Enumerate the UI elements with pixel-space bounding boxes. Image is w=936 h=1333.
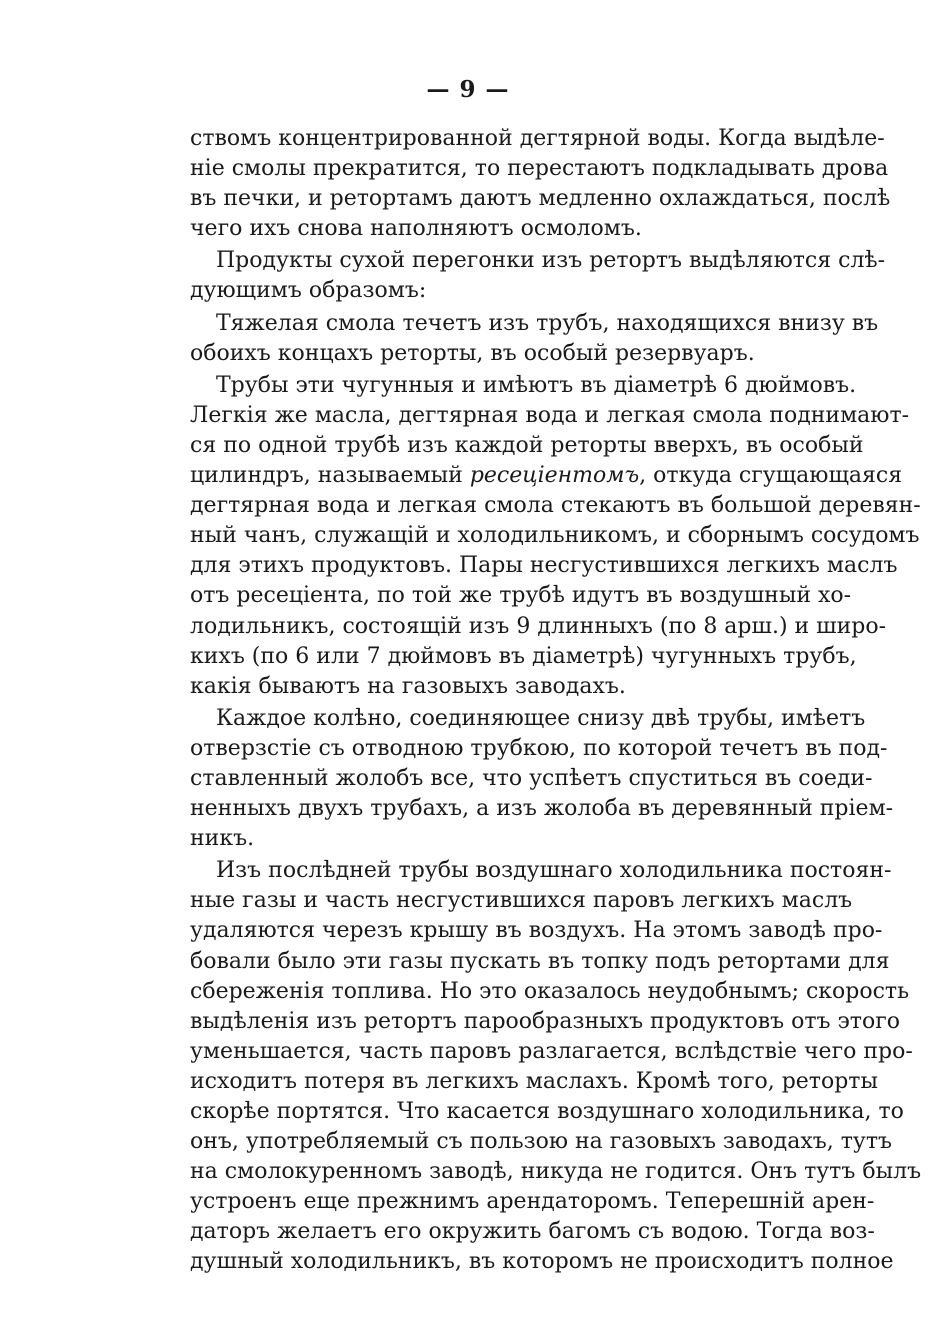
- text-line: Каждое колѣно, соединяющее снизу двѣ трубы, имѣетъ: [216, 705, 866, 731]
- text-line: Продукты сухой перегонки изъ ретортъ выдѣляются слѣ-: [216, 248, 886, 274]
- text-line: какія бываютъ на газовыхъ заводахъ.: [190, 673, 626, 699]
- page-number: — 9 —: [426, 76, 510, 103]
- text-line: Трубы эти чугунныя и имѣютъ въ діаметрѣ 6 дюймовъ.: [216, 372, 857, 398]
- text-line: чего ихъ снова наполняютъ осмоломъ.: [190, 216, 642, 242]
- text-line: сбереженія топлива. Но это оказалось неудобнымъ; скорость: [190, 978, 910, 1004]
- text-line: на смолокуренномъ заводѣ, никуда не годится. Онъ тутъ былъ: [190, 1159, 922, 1185]
- text-line: Изъ послѣдней трубы воздушнаго холодильника постоян-: [216, 858, 892, 884]
- text-line: въ печки, и ретортамъ даютъ медленно охлаждаться, послѣ: [190, 186, 891, 212]
- text-line: ставленный жолобъ все, что успѣетъ спуститься въ соеди-: [190, 765, 873, 791]
- text-line: Легкія же масла, дегтярная вода и легкая смола поднимают-: [190, 402, 910, 428]
- text-line: ные газы и часть несгустившихся паровъ легкихъ маслъ: [190, 888, 853, 914]
- text-line: бовали было эти газы пускать въ топку подъ ретортами для: [190, 948, 890, 974]
- text-line: душный холодильникъ, въ которомъ не происходитъ полное: [190, 1249, 894, 1275]
- text-line: дегтярная вода и легкая смола стекаютъ въ большой деревян-: [190, 493, 921, 519]
- text-line: уменьшается, часть паровъ разлагается, вслѣдствіе чего про-: [190, 1038, 913, 1064]
- text-line: ствомъ концентрированной дегтярной воды. Когда выдѣле-: [190, 126, 885, 151]
- body-text: [190, 124, 922, 1278]
- text-line: ный чанъ, служащій и холодильникомъ, и сборнымъ сосудомъ: [190, 523, 920, 549]
- text-line: Тяжелая смола течетъ изъ трубъ, находящихся внизу въ: [216, 310, 879, 336]
- text-line: выдѣленія изъ ретортъ парообразныхъ продуктовъ отъ этого: [190, 1008, 900, 1034]
- text-line: отверзстіе съ отводною трубкою, по которой течетъ въ под-: [190, 735, 888, 761]
- text-line: онъ, употребляемый съ пользою на газовыхъ заводахъ, тутъ: [190, 1129, 893, 1155]
- italic-term: ресеціентомъ: [469, 463, 640, 489]
- text-line: удаляются черезъ крышу въ воздухъ. На этомъ заводѣ про-: [190, 918, 883, 944]
- text-line: исходитъ потеря въ легкихъ маслахъ. Кромѣ того, реторты: [190, 1068, 878, 1094]
- text-line: никъ.: [190, 826, 255, 852]
- text-line: дующимъ образомъ:: [190, 278, 427, 304]
- text-line-with-italic: цилиндръ, называемый ресеціентомъ, откуда сгущающаяся: [190, 463, 903, 489]
- text-line: ніе смолы прекратится, то перестаютъ подкладывать дрова: [190, 156, 889, 182]
- text-line: лодильникъ, состоящій изъ 9 длинныхъ (по 8 арш.) и широ-: [190, 613, 887, 639]
- text-line: кихъ (по 6 или 7 дюймовъ въ діаметрѣ) чугунныхъ трубъ,: [190, 643, 857, 669]
- text-line: ненныхъ двухъ трубахъ, а изъ жолоба въ деревянный пріем-: [190, 796, 894, 822]
- text-line: ся по одной трубѣ изъ каждой реторты вверхъ, въ особый: [190, 432, 864, 458]
- text-line: обоихъ концахъ реторты, въ особый резервуаръ.: [190, 340, 755, 366]
- text-line: отъ ресеціента, по той же трубѣ идутъ въ воздушный хо-: [190, 583, 852, 609]
- text-line: устроенъ еще прежнимъ арендаторомъ. Теперешній арен-: [190, 1189, 875, 1215]
- text-line: для этихъ продуктовъ. Пары несгустившихся легкихъ маслъ: [190, 553, 898, 579]
- text-line: даторъ желаетъ его окружить багомъ съ водою. Тогда воз-: [190, 1219, 875, 1245]
- text-line: скорѣе портятся. Что касается воздушнаго холодильника, то: [190, 1099, 904, 1124]
